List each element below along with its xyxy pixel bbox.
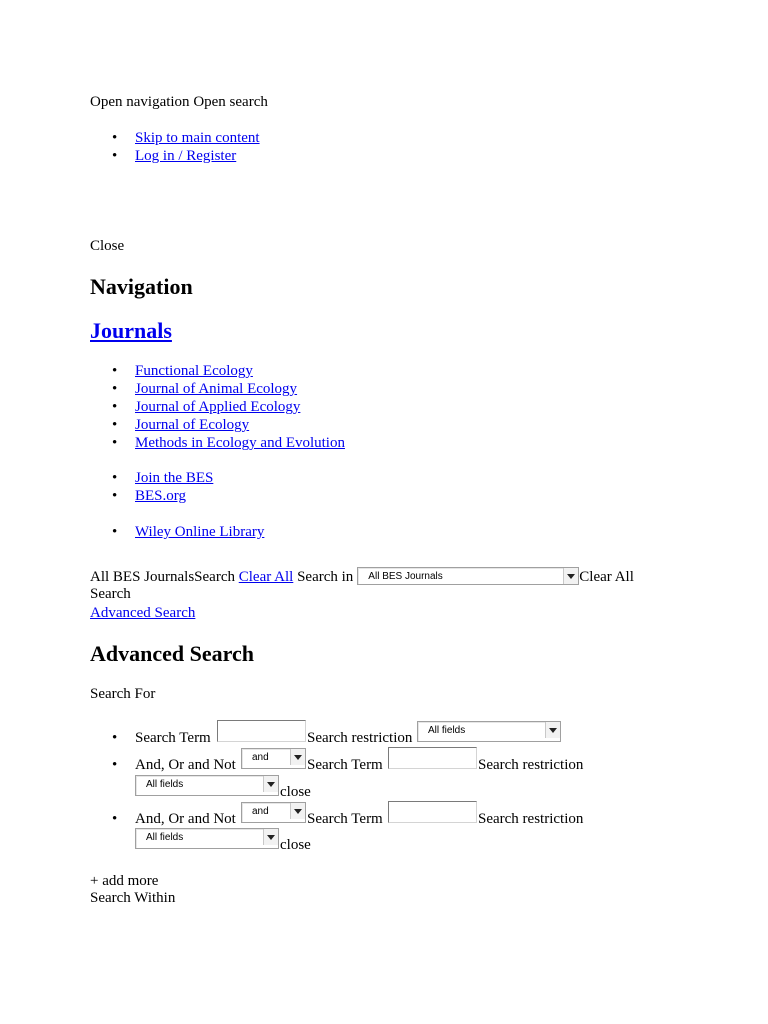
search-restriction-label: Search restriction xyxy=(478,757,584,773)
quick-search-prefix: All BES JournalsSearch xyxy=(90,569,235,585)
journal-link-methods-ecology-evolution[interactable]: Methods in Ecology and Evolution xyxy=(135,435,345,451)
operator-select[interactable] xyxy=(241,748,306,769)
search-for-label: Search For xyxy=(90,686,156,702)
join-the-bes-link[interactable]: Join the BES xyxy=(135,470,214,486)
skip-to-main-content-link[interactable]: Skip to main content xyxy=(135,130,260,146)
remove-row-button[interactable]: close xyxy=(280,784,311,800)
search-restriction-label: Search restriction xyxy=(307,730,413,746)
list-item xyxy=(90,129,260,147)
chevron-down-icon xyxy=(290,749,305,765)
bes-links-list xyxy=(90,469,213,505)
quick-search-row xyxy=(90,567,634,586)
search-button[interactable]: Search xyxy=(90,586,131,602)
bes-org-link[interactable]: BES.org xyxy=(135,488,186,504)
list-item xyxy=(90,147,260,165)
search-restriction-select[interactable] xyxy=(417,721,561,742)
search-term-label: Search Term xyxy=(307,757,383,773)
operator-value: and xyxy=(252,752,269,763)
list-item xyxy=(90,523,264,541)
journals-link[interactable]: Journals xyxy=(90,318,172,343)
search-term-label: Search Term xyxy=(307,811,383,827)
search-term-input[interactable] xyxy=(388,747,477,769)
list-item xyxy=(90,469,213,487)
search-term-input[interactable] xyxy=(217,720,306,742)
chevron-down-icon xyxy=(563,568,578,584)
advanced-search-heading: Advanced Search xyxy=(90,641,254,666)
chevron-down-icon xyxy=(263,776,278,792)
close-navigation-button[interactable]: Close xyxy=(90,238,125,254)
search-in-label: Search in xyxy=(297,569,354,585)
restriction-value: All fields xyxy=(146,779,184,790)
bullet: • xyxy=(112,757,118,773)
restriction-value: All fields xyxy=(146,832,184,843)
clear-all-link[interactable]: Clear All xyxy=(238,569,294,585)
search-restriction-select[interactable] xyxy=(135,775,279,796)
journals-heading xyxy=(90,318,172,344)
remove-row-button[interactable]: close xyxy=(280,837,311,853)
header-toggles xyxy=(90,93,268,111)
search-restriction-label: Search restriction xyxy=(478,811,584,827)
add-more-button[interactable]: + add more xyxy=(90,873,159,889)
journal-link-functional-ecology[interactable]: Functional Ecology xyxy=(135,363,253,379)
bullet: • xyxy=(112,811,118,827)
open-navigation-button[interactable]: Open navigation xyxy=(90,94,190,110)
clear-all-text[interactable]: Clear All xyxy=(579,569,634,585)
navigation-heading: Navigation xyxy=(90,274,193,299)
chevron-down-icon xyxy=(290,803,305,819)
journal-link-animal-ecology[interactable]: Journal of Animal Ecology xyxy=(135,381,298,397)
list-item xyxy=(90,487,213,505)
list-item xyxy=(90,398,345,416)
restriction-value: All fields xyxy=(428,725,466,736)
search-scope-select[interactable] xyxy=(357,567,579,585)
operator-label: And, Or and Not xyxy=(135,811,236,827)
advanced-search-link-wrap xyxy=(90,604,195,622)
header-links xyxy=(90,129,260,165)
operator-select[interactable] xyxy=(241,802,306,823)
chevron-down-icon xyxy=(545,722,560,738)
search-restriction-select[interactable] xyxy=(135,828,279,849)
list-item xyxy=(90,434,345,452)
log-in-register-link[interactable]: Log in / Register xyxy=(135,148,237,164)
search-term-label: Search Term xyxy=(135,730,211,746)
list-item xyxy=(90,362,345,380)
journal-link-ecology[interactable]: Journal of Ecology xyxy=(135,417,250,433)
wiley-online-library-link[interactable]: Wiley Online Library xyxy=(135,524,265,540)
advanced-search-link[interactable]: Advanced Search xyxy=(90,605,196,621)
search-within-label: Search Within xyxy=(90,890,176,906)
journal-link-applied-ecology[interactable]: Journal of Applied Ecology xyxy=(135,399,301,415)
journals-list xyxy=(90,362,345,452)
list-item xyxy=(90,380,345,398)
list-item xyxy=(90,416,345,434)
operator-value: and xyxy=(252,806,269,817)
open-search-button[interactable]: Open search xyxy=(193,94,268,110)
chevron-down-icon xyxy=(263,829,278,845)
search-term-input[interactable] xyxy=(388,801,477,823)
bullet: • xyxy=(112,730,118,746)
operator-label: And, Or and Not xyxy=(135,757,236,773)
wiley-list xyxy=(90,523,264,541)
search-scope-value: All BES Journals xyxy=(368,571,443,582)
